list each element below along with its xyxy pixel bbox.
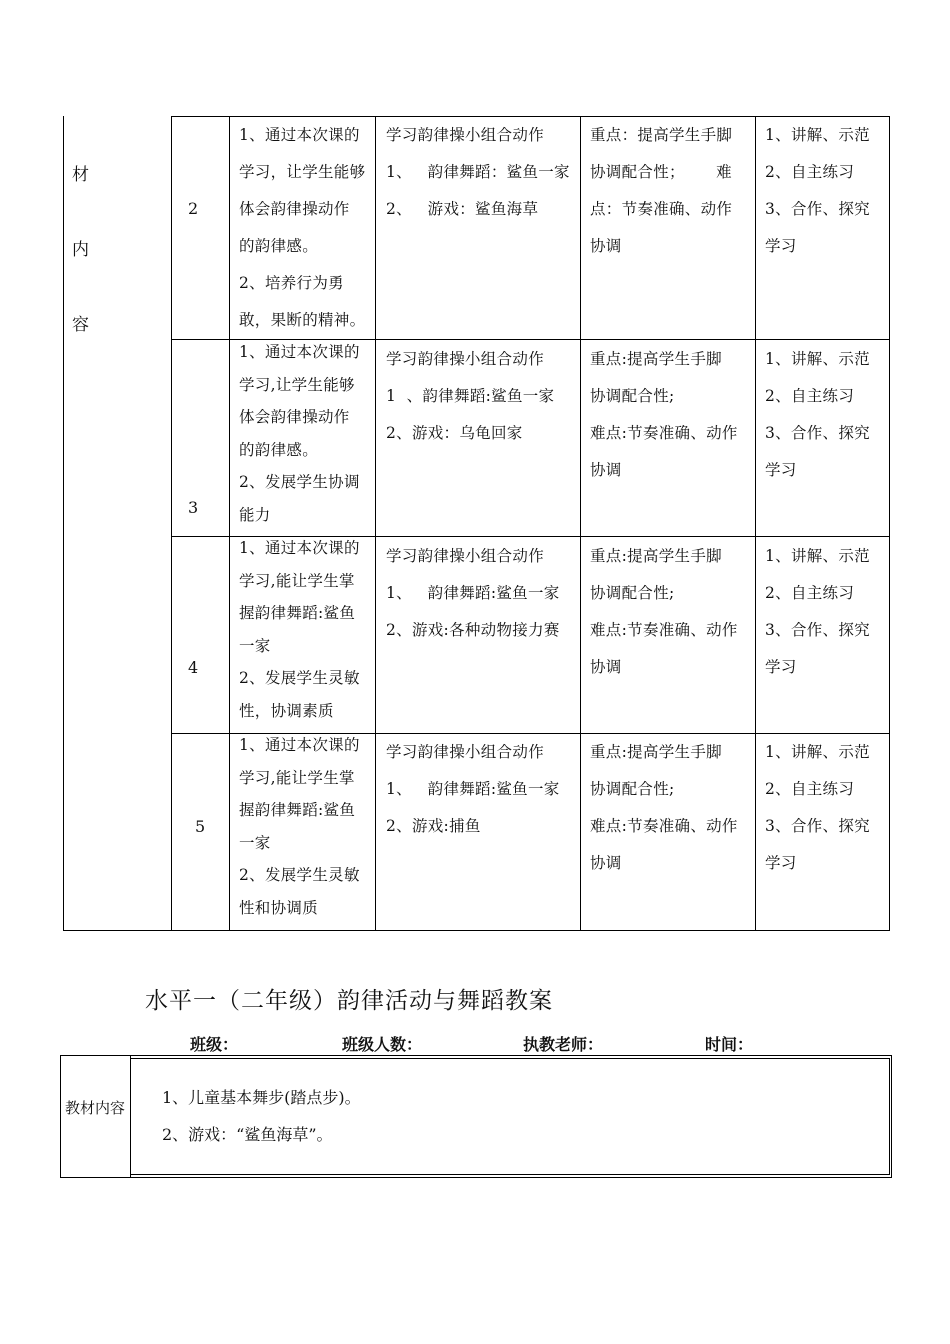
text-line: 3、合作、探究 <box>765 200 870 218</box>
text-line: 1、讲解、示范 <box>765 350 870 368</box>
text-line: 学习,能让学生掌 <box>239 571 355 590</box>
text-line: 性，协调素质 <box>239 701 334 720</box>
text-line: 能力 <box>239 505 271 524</box>
text-line: 3、合作、探究 <box>765 817 870 835</box>
lesson-methods <box>765 734 870 882</box>
table-border-bottom <box>63 930 890 931</box>
text-line: 2、 游戏：鲨鱼海草 <box>386 200 539 218</box>
lesson-content <box>386 117 570 228</box>
text-line: 学习 <box>765 237 797 255</box>
text-line: 1、讲解、示范 <box>765 126 870 144</box>
text-line: 2、自主练习 <box>765 780 855 798</box>
table-border <box>130 1055 131 1178</box>
lesson-methods <box>765 117 870 265</box>
text-line: 2、培养行为勇 <box>239 274 344 292</box>
text-line: 2、发展学生灵敏 <box>239 866 360 884</box>
table-border <box>580 116 581 931</box>
document-title: 水平一（二年级）韵律活动与舞蹈教案 <box>145 988 553 1014</box>
text-line: 的韵律感。 <box>239 440 319 459</box>
table-border-right-outer <box>891 1055 892 1178</box>
text-line: 学习,能让学生掌 <box>239 768 355 787</box>
text-line: 重点:提高学生手脚 <box>590 547 722 565</box>
table-border-top-inner <box>130 1058 889 1059</box>
text-line: 2、游戏：乌龟回家 <box>386 424 523 442</box>
text-line: 1、 韵律舞蹈：鲨鱼一家 <box>386 163 570 181</box>
text-line: 协调配合性； 难 <box>590 163 732 181</box>
material-item: 2、游戏：“鲨鱼海草”。 <box>162 1125 333 1144</box>
text-line: 难点:节奏准确、动作 <box>590 817 738 835</box>
table-border-right <box>889 116 890 931</box>
text-line: 3、合作、探究 <box>765 621 870 639</box>
lesson-key-points <box>590 734 738 882</box>
lesson-objectives <box>239 117 365 339</box>
text-line: 1、通过本次课的 <box>239 126 360 144</box>
text-line: 1、通过本次课的 <box>239 736 360 754</box>
text-line: 协调配合性; <box>590 780 675 798</box>
table-border-right <box>889 1058 890 1175</box>
text-line: 重点：提高学生手脚 <box>590 126 733 144</box>
text-line: 2、发展学生灵敏 <box>239 669 360 687</box>
text-line: 1 、韵律舞蹈:鲨鱼一家 <box>386 387 555 405</box>
table-border <box>229 116 230 931</box>
teacher-label: 执教老师： <box>523 1035 604 1054</box>
side-label-char: 容 <box>72 315 89 335</box>
text-line: 学习 <box>765 461 797 479</box>
time-label: 时间： <box>705 1035 754 1054</box>
lesson-content <box>386 538 560 649</box>
text-line: 学习韵律操小组合动作 <box>386 743 545 761</box>
table-border <box>375 116 376 931</box>
lesson-key-points <box>590 117 732 265</box>
class-size-label: 班级人数： <box>342 1035 423 1054</box>
table-border <box>171 116 172 931</box>
lesson-number: 3 <box>188 498 199 517</box>
table-border-top <box>60 1055 891 1056</box>
text-line: 学习韵律操小组合动作 <box>386 547 545 565</box>
table-border <box>755 116 756 931</box>
text-line: 一家 <box>239 833 271 852</box>
class-label: 班级： <box>190 1035 239 1054</box>
table-border-bottom-inner <box>130 1174 889 1175</box>
lesson-content <box>386 341 554 452</box>
lesson-objectives <box>239 532 360 727</box>
text-line: 2、游戏:捕鱼 <box>386 817 481 835</box>
text-line: 1、通过本次课的 <box>239 343 360 361</box>
text-line: 3、合作、探究 <box>765 424 870 442</box>
lesson-number: 5 <box>195 817 206 836</box>
text-line: 握韵律舞蹈:鲨鱼 <box>239 801 356 819</box>
text-line: 协调配合性; <box>590 387 675 405</box>
lesson-methods <box>765 538 870 686</box>
text-line: 重点:提高学生手脚 <box>590 350 722 368</box>
lesson-key-points <box>590 341 738 489</box>
text-line: 握韵律舞蹈:鲨鱼 <box>239 604 356 622</box>
text-line: 学习 <box>765 658 797 676</box>
text-line: 2、自主练习 <box>765 584 855 602</box>
material-item: 1、儿童基本舞步(踏点步)。 <box>162 1088 361 1107</box>
lesson-methods <box>765 341 870 489</box>
text-line: 协调配合性; <box>590 584 675 602</box>
text-line: 2、游戏:各种动物接力赛 <box>386 621 560 639</box>
text-line: 1、通过本次课的 <box>239 539 360 557</box>
text-line: 点：节奏准确、动作 <box>590 200 733 218</box>
side-label-char: 内 <box>72 240 89 260</box>
text-line: 学习韵律操小组合动作 <box>386 350 545 368</box>
text-line: 难点:节奏准确、动作 <box>590 621 738 639</box>
material-content-label: 教材内容 <box>64 1099 125 1117</box>
text-line: 2、自主练习 <box>765 163 855 181</box>
text-line: 1、讲解、示范 <box>765 743 870 761</box>
lesson-content <box>386 734 560 845</box>
text-line: 1、 韵律舞蹈:鲨鱼一家 <box>386 780 560 798</box>
text-line: 1、 韵律舞蹈:鲨鱼一家 <box>386 584 560 602</box>
text-line: 学习,让学生能够 <box>239 375 355 394</box>
lesson-objectives <box>239 336 360 531</box>
text-line: 难点:节奏准确、动作 <box>590 424 738 442</box>
text-line: 体会韵律操动作 <box>239 408 350 426</box>
text-line: 协调 <box>590 854 622 872</box>
text-line: 重点:提高学生手脚 <box>590 743 722 761</box>
side-label-char: 材 <box>72 165 89 185</box>
text-line: 学习韵律操小组合动作 <box>386 126 545 144</box>
text-line: 性和协调质 <box>239 898 319 917</box>
text-line: 一家 <box>239 636 271 655</box>
text-line: 协调 <box>590 461 622 479</box>
text-line: 2、自主练习 <box>765 387 855 405</box>
table-border-bottom <box>60 1177 891 1178</box>
lesson-objectives <box>239 729 360 924</box>
text-line: 1、讲解、示范 <box>765 547 870 565</box>
text-line: 的韵律感。 <box>239 237 319 255</box>
lesson-number: 4 <box>188 658 199 677</box>
text-line: 学习，让学生能够 <box>239 163 366 181</box>
lesson-number: 2 <box>188 199 199 218</box>
text-line: 学习 <box>765 854 797 872</box>
text-line: 体会韵律操动作 <box>239 200 350 218</box>
lesson-key-points <box>590 538 738 686</box>
text-line: 协调 <box>590 237 622 255</box>
text-line: 协调 <box>590 658 622 676</box>
text-line: 2、发展学生协调 <box>239 473 360 491</box>
table-border-left <box>63 116 64 931</box>
text-line: 敢，果断的精神。 <box>239 311 366 329</box>
